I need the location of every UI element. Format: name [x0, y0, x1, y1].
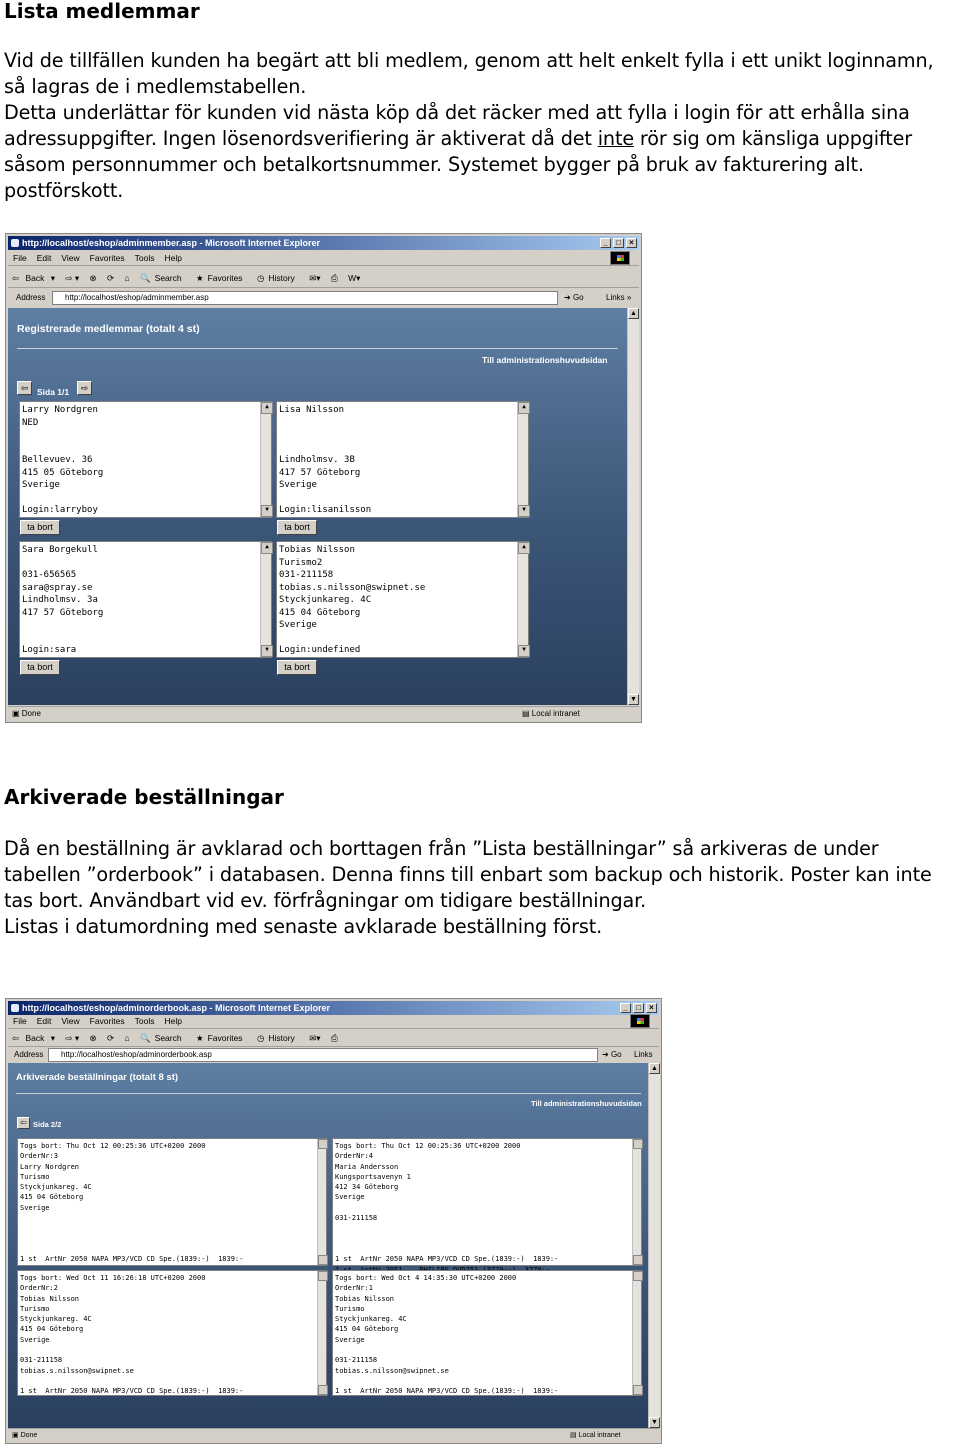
order-line	[20, 1244, 316, 1254]
order-line: OrderNr:2	[20, 1284, 58, 1293]
page-content	[8, 1063, 648, 1428]
mail-icon[interactable]: ✉▾	[309, 1033, 321, 1043]
order-line: Styckjunkareg. 4C	[335, 1315, 407, 1324]
favorites-button[interactable]: ★ Favorites	[195, 273, 243, 283]
card-line: Login:lisanilsson	[279, 505, 372, 515]
card-line: Lisa Nilsson	[279, 405, 345, 415]
order-line: Kungsportsavenyn 1	[335, 1172, 411, 1181]
favorites-button[interactable]: ★ Favorites	[195, 1033, 243, 1043]
card-line: 031-656565	[22, 570, 77, 580]
card-line	[279, 492, 514, 505]
order-line: OrderNr:4	[335, 1152, 373, 1161]
menu-view[interactable]: View	[61, 1016, 80, 1026]
search-label: Search	[154, 1033, 182, 1043]
order-line: OrderNr:3	[20, 1152, 58, 1161]
address-bar	[8, 1047, 659, 1063]
browser-window-members	[5, 233, 642, 723]
address-label: Address	[14, 1050, 44, 1059]
order-line: 031-211158	[335, 1214, 378, 1223]
favorites-label: Favorites	[207, 1033, 243, 1043]
stop-icon[interactable]: ⊗	[89, 273, 97, 283]
address-bar	[8, 289, 639, 307]
menu-favorites[interactable]: Favorites	[89, 1016, 125, 1026]
order-line: Togs bort: Thu Oct 12 00:25:36 UTC+0200 2000	[335, 1142, 521, 1150]
menu-tools[interactable]: Tools	[134, 253, 155, 263]
order-line: 1 st ArtNr 2050 NAPA MP3/VCD CD Spe.(1839:-) 1839:-	[335, 1387, 559, 1396]
scroll-up-icon[interactable]: ▲	[649, 1063, 660, 1074]
paragraph-orders-intro: Då en beställning är avklarad och borttagen från ”Lista beställningar” så arkiveras de under tabellen ”orderbook” i databasen. Denna finns till enbart som backup och historik. Poster kan inte tas bort. Användbart vid ev. förfrågningar om tidigare beställningar.	[4, 837, 932, 912]
paragraph-members-login	[4, 100, 960, 204]
order-line: Larry Nordgren	[20, 1162, 80, 1171]
stop-icon[interactable]: ⊗	[89, 1033, 97, 1043]
go-label: Go	[610, 1050, 622, 1059]
order-line: 031-211158	[20, 1356, 63, 1365]
card-line	[22, 619, 257, 632]
history-label: History	[268, 1033, 295, 1043]
ie-icon	[11, 239, 19, 247]
order-line: Tobias Nilsson	[20, 1294, 80, 1303]
textarea-scrollbar[interactable]	[517, 542, 528, 657]
search-button[interactable]: 🔍 Search	[140, 1033, 182, 1043]
prev-page-icon[interactable]: ⇦	[17, 381, 32, 395]
card-line	[22, 429, 257, 442]
browser-window-orderbook	[5, 998, 662, 1444]
search-button[interactable]: 🔍 Search	[140, 273, 182, 283]
menu-file[interactable]: File	[13, 253, 27, 263]
address-value: http://localhost/eshop/adminorderbook.asp	[61, 1050, 212, 1059]
card-line: 031-211158	[279, 570, 334, 580]
scroll-down-icon[interactable]: ▼	[649, 1417, 660, 1428]
go-button[interactable]: ➜ Go	[564, 293, 584, 302]
address-input[interactable]	[52, 291, 558, 305]
mail-icon[interactable]: ✉▾	[309, 273, 321, 283]
text-part: Detta underlättar för kunden vid nästa köp då det räcker med att fylla i login för att erhålla sina adressuppgifter. Ingen lösenordsverifiering är aktiverat då det	[4, 101, 910, 150]
links-button[interactable]: Links »	[606, 293, 632, 302]
card-line	[22, 492, 257, 505]
menu-file[interactable]: File	[13, 1016, 27, 1026]
card-line: sara@spray.se	[22, 582, 93, 593]
window-title: http://localhost/eshop/adminorderbook.asp - Microsoft Internet Explorer	[22, 1003, 331, 1013]
page-title: Registrerade medlemmar (totalt 4 st)	[17, 323, 200, 335]
menu-help[interactable]: Help	[164, 253, 182, 263]
card-line: Bellevuev. 36	[22, 455, 93, 465]
title-bar	[8, 236, 639, 250]
ie-icon	[11, 1004, 19, 1012]
order-line: Maria Andersson	[335, 1162, 399, 1171]
maximize-icon[interactable]: □	[613, 238, 624, 248]
order-line: 1 st ArtNr 2050 NAPA MP3/VCD CD Spe.(1839:-) 1839:-	[335, 1255, 559, 1264]
card-line: Lindholmsv. 3B	[279, 455, 355, 465]
order-line: tobias.s.nilsson@swipnet.se	[20, 1366, 134, 1375]
card-line: Login:sara	[22, 645, 77, 655]
card-line	[22, 557, 257, 570]
textarea-scrollbar[interactable]	[260, 542, 271, 657]
order-line	[20, 1376, 316, 1386]
order-line: Turismo	[335, 1304, 365, 1313]
page-indicator: Sida 1/1	[37, 387, 70, 397]
member-card-sara[interactable]	[19, 541, 272, 658]
card-line	[279, 632, 514, 645]
order-line	[20, 1213, 316, 1223]
delete-button[interactable]: ta bort	[20, 520, 60, 535]
order-line: Sverige	[335, 1335, 365, 1344]
menu-bar	[8, 1014, 659, 1029]
textarea-scrollbar[interactable]	[317, 1271, 326, 1395]
toolbar	[8, 1029, 659, 1047]
back-label: Back	[25, 1033, 45, 1043]
order-line: Tobias Nilsson	[335, 1294, 395, 1303]
card-line: Tobias Nilsson	[279, 545, 355, 555]
order-line	[335, 1244, 631, 1254]
order-line: 031-211158	[335, 1356, 378, 1365]
order-line	[20, 1223, 316, 1233]
card-line: tobias.s.nilsson@swipnet.se	[279, 582, 426, 593]
intranet-icon: ▤ Local intranet	[522, 709, 580, 718]
delete-button[interactable]: ta bort	[277, 660, 317, 675]
order-line: 415 04 Göteborg	[335, 1325, 399, 1334]
favorites-label: Favorites	[207, 273, 243, 283]
back-button[interactable]: ⇦ Back ▾	[12, 273, 56, 283]
intranet-icon: ▤ Local intranet	[570, 1432, 621, 1439]
back-label: Back	[25, 273, 45, 283]
forward-button[interactable]: ⇨ ▾	[65, 273, 80, 283]
page-icon: ▣	[12, 1432, 21, 1439]
order-line: Turismo	[20, 1172, 50, 1181]
minimize-icon[interactable]: _	[620, 1003, 631, 1013]
textarea-scrollbar[interactable]	[632, 1139, 641, 1265]
status-zone: Local intranet	[578, 1432, 621, 1439]
maximize-icon[interactable]: □	[633, 1003, 644, 1013]
member-card-tobias[interactable]	[276, 541, 529, 658]
windows-logo-icon	[610, 251, 630, 265]
refresh-icon[interactable]: ⟳	[107, 273, 115, 283]
print-icon[interactable]: ⎙	[330, 273, 338, 283]
order-line	[335, 1234, 631, 1244]
order-line	[335, 1376, 631, 1386]
card-line: Login:undefined	[279, 645, 361, 655]
order-line: 1 st ArtNr 2050 NAPA MP3/VCD CD Spe.(1839:-) 1839:-	[20, 1255, 244, 1264]
order-line: Styckjunkareg. 4C	[20, 1315, 92, 1324]
order-line	[335, 1203, 631, 1213]
home-icon[interactable]: ⌂	[124, 273, 130, 283]
card-line: Turismo2	[279, 557, 323, 568]
order-line	[335, 1223, 631, 1233]
go-label: Go	[572, 293, 584, 302]
card-line: Styckjunkareg. 4C	[279, 595, 372, 605]
next-page-icon[interactable]: ⇨	[77, 381, 92, 395]
page-scrollbar[interactable]	[648, 1063, 660, 1428]
order-card-2[interactable]	[17, 1270, 327, 1396]
menu-view[interactable]: View	[61, 253, 80, 263]
heading-arkiverade: Arkiverade beställningar	[4, 785, 284, 809]
textarea-scrollbar[interactable]	[317, 1139, 326, 1265]
address-label: Address	[16, 293, 46, 302]
card-line: 415 05 Göteborg	[22, 467, 104, 478]
order-line: Sverige	[20, 1203, 50, 1212]
history-button[interactable]: ◷ History	[256, 273, 295, 283]
page-icon: ▣	[12, 709, 22, 718]
order-line	[20, 1345, 316, 1355]
go-button[interactable]: ➜ Go	[602, 1050, 622, 1059]
member-card-lisa[interactable]	[276, 401, 529, 518]
home-icon[interactable]: ⌂	[124, 1033, 130, 1043]
delete-button[interactable]: ta bort	[277, 520, 317, 535]
order-line: 412 34 Göteborg	[335, 1183, 399, 1192]
history-button[interactable]: ◷ History	[256, 1033, 295, 1043]
menu-favorites[interactable]: Favorites	[89, 253, 125, 263]
title-bar	[8, 1001, 659, 1015]
status-done: Done	[20, 1432, 38, 1439]
card-line: Sverige	[279, 620, 317, 630]
page-scrollbar[interactable]	[627, 308, 639, 705]
text-part: rör sig om känsliga uppgifter såsom personnummer och betalkortsnummer. Systemet bygger på bruk av fakturering alt. postförskott.	[4, 127, 912, 202]
order-line	[20, 1234, 316, 1244]
card-line: Larry Nordgren	[22, 405, 98, 415]
order-line: 415 04 Göteborg	[20, 1325, 84, 1334]
order-line: Styckjunkareg. 4C	[20, 1183, 92, 1192]
underlined-word: inte	[597, 127, 634, 150]
print-icon[interactable]: ⎙	[330, 1033, 338, 1043]
divider	[17, 348, 618, 349]
order-line: Sverige	[20, 1335, 50, 1344]
close-icon[interactable]: ×	[626, 238, 637, 248]
delete-button[interactable]: ta bort	[20, 660, 60, 675]
textarea-scrollbar[interactable]	[632, 1271, 641, 1395]
status-bar	[8, 1428, 659, 1442]
card-line: 417 57 Göteborg	[22, 607, 104, 618]
order-card-3[interactable]	[17, 1138, 327, 1266]
admin-link[interactable]: Till administrationshuvudsidan	[482, 355, 608, 365]
card-line	[279, 442, 514, 455]
scroll-down-icon[interactable]: ▼	[628, 694, 639, 705]
heading-lista-medlemmar: Lista medlemmar	[4, 0, 200, 23]
order-line: Togs bort: Wed Oct 4 14:35:30 UTC+0200 2000	[335, 1274, 517, 1282]
back-button[interactable]: ⇦ Back ▾	[12, 1033, 56, 1043]
card-line: 415 04 Göteborg	[279, 607, 361, 618]
card-line	[279, 429, 514, 442]
prev-page-icon[interactable]: ⇦	[17, 1117, 30, 1129]
card-line: Sverige	[22, 480, 60, 490]
card-line	[22, 442, 257, 455]
paragraph-members-intro: Vid de tillfällen kunden ha begärt att bli medlem, genom att helt enkelt fylla i ett unikt loginnamn, så lagras de i medlemstabellen.	[4, 49, 934, 98]
order-line: tobias.s.nilsson@swipnet.se	[335, 1366, 449, 1375]
windows-logo-icon	[630, 1014, 650, 1028]
card-line: Lindholmsv. 3a	[22, 595, 98, 605]
status-bar	[8, 706, 639, 720]
order-line: 1 st ArtNr 2050 NAPA MP3/VCD CD Spe.(1839:-) 1839:-	[20, 1387, 244, 1396]
textarea-scrollbar[interactable]	[517, 402, 528, 517]
textarea-scrollbar[interactable]	[260, 402, 271, 517]
page-content	[8, 308, 627, 705]
card-line: NED	[22, 417, 39, 428]
search-label: Search	[154, 273, 182, 283]
admin-link[interactable]: Till administrationshuvudsidan	[531, 1099, 642, 1108]
card-line: 417 57 Göteborg	[279, 467, 361, 478]
card-line: Login:larryboy	[22, 505, 98, 515]
status-zone: Local intranet	[531, 709, 580, 718]
card-line: Sverige	[279, 480, 317, 490]
order-line: 415 04 Göteborg	[20, 1193, 84, 1202]
toolbar	[8, 268, 639, 288]
menu-help[interactable]: Help	[164, 1016, 182, 1026]
divider	[16, 1093, 641, 1094]
refresh-icon[interactable]: ⟳	[107, 1033, 115, 1043]
card-line	[279, 417, 514, 430]
card-line	[22, 632, 257, 645]
menu-bar	[8, 251, 639, 266]
minimize-icon[interactable]: _	[600, 238, 611, 248]
menu-tools[interactable]: Tools	[134, 1016, 155, 1026]
menu-edit[interactable]: Edit	[36, 1016, 52, 1026]
order-line: Turismo	[20, 1304, 50, 1313]
page-title: Arkiverade beställningar (totalt 8 st)	[16, 1072, 179, 1083]
order-line: Sverige	[335, 1193, 365, 1202]
order-line: Togs bort: Wed Oct 11 16:26:18 UTC+0200 2000	[20, 1274, 206, 1282]
card-line: Sara Borgekull	[22, 545, 98, 555]
window-title: http://localhost/eshop/adminmember.asp - Microsoft Internet Explorer	[22, 238, 321, 248]
scroll-up-icon[interactable]: ▲	[628, 308, 639, 319]
order-line: Togs bort: Thu Oct 12 00:25:36 UTC+0200 2000	[20, 1142, 206, 1150]
order-line	[335, 1345, 631, 1355]
address-input[interactable]	[48, 1048, 598, 1062]
edit-icon[interactable]: W▾	[348, 273, 361, 283]
order-line: OrderNr:1	[335, 1284, 373, 1293]
order-card-4[interactable]	[332, 1138, 642, 1266]
links-button[interactable]	[634, 1047, 653, 1063]
status-done: Done	[21, 709, 41, 718]
page-indicator: Sida 2/2	[33, 1120, 62, 1129]
menu-edit[interactable]: Edit	[36, 253, 52, 263]
forward-button[interactable]: ⇨ ▾	[65, 1033, 80, 1043]
links-label: Links	[606, 293, 625, 302]
links-label: Links	[634, 1050, 653, 1059]
member-card-larry[interactable]	[19, 401, 272, 518]
paragraph-orders-sort: Listas i datumordning med senaste avklarade beställning först.	[4, 915, 603, 938]
close-icon[interactable]: ×	[646, 1003, 657, 1013]
history-label: History	[268, 273, 295, 283]
order-card-1[interactable]	[332, 1270, 642, 1396]
address-value: http://localhost/eshop/adminmember.asp	[65, 293, 209, 302]
